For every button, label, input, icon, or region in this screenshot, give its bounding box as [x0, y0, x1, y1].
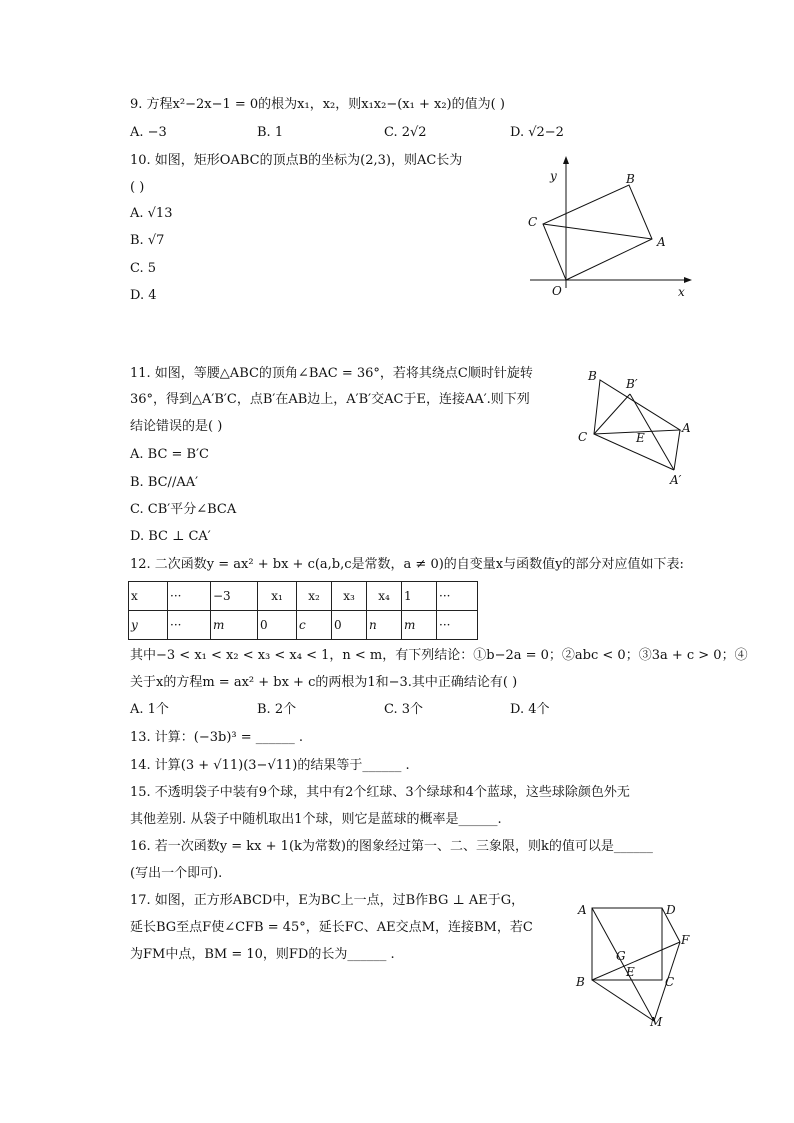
- table-cell: y: [129, 611, 168, 640]
- q9-stem: 9. 方程x²−2x−1 = 0的根为x₁，x₂，则x₁x₂−(x₁ + x₂)的值为( ): [130, 97, 505, 112]
- q10-option-b: B. √7: [130, 233, 165, 248]
- q9-option-c: C. 2√2: [384, 125, 427, 140]
- q11-label-aprime: A′: [670, 473, 682, 487]
- q15-line1: 15. 不透明袋子中装有9个球，其中有2个红球、3个绿球和4个蓝球，这些球除颜色外无: [130, 785, 630, 800]
- table-cell: x₂: [297, 582, 332, 611]
- q11-line1: 11. 如图，等腰△ABC的顶角∠BAC = 36°，若将其绕点C顺时针旋转: [130, 366, 533, 381]
- table-cell: ···: [168, 611, 211, 640]
- q11-line2: 36°，得到△A′B′C，点B′在AB边上，A′B′交AC于E，连接AA′.则下列: [130, 392, 530, 407]
- q11-figure-triangle: [570, 366, 700, 491]
- q11-option-c: C. CB′平分∠BCA: [130, 502, 237, 517]
- q17-label-e: E: [626, 965, 635, 979]
- table-cell: ···: [437, 582, 478, 611]
- q12-option-c: C. 3个: [384, 702, 424, 717]
- q10-label-c: C: [528, 215, 538, 229]
- q10-label-x: x: [678, 285, 685, 299]
- table-cell: 0: [332, 611, 367, 640]
- q9-option-a: A. −3: [130, 125, 167, 140]
- q11-label-c: C: [578, 430, 588, 444]
- q10-label-a: A: [657, 235, 666, 249]
- q11-line3: 结论错误的是( ): [130, 419, 223, 434]
- table-cell: x₃: [332, 582, 367, 611]
- q11-option-a: A. BC = B′C: [130, 447, 210, 462]
- table-cell: ···: [437, 611, 478, 640]
- q14-stem: 14. 计算(3 + √11)(3−√11)的结果等于______ .: [130, 758, 410, 773]
- q9-option-b: B. 1: [257, 125, 284, 140]
- q17-label-m: M: [650, 1015, 663, 1028]
- table-cell: x₁: [258, 582, 297, 611]
- table-cell: 1: [402, 582, 437, 611]
- q17-line3: 为FM中点，BM = 10，则FD的长为______ .: [130, 947, 395, 962]
- q15-line2: 其他差别. 从袋子中随机取出1个球，则它是蓝球的概率是______.: [130, 812, 502, 827]
- q17-line2: 延长BG至点F使∠CFB = 45°，延长FC、AE交点M，连接BM，若C: [130, 920, 533, 935]
- table-cell: n: [367, 611, 402, 640]
- q16-line1: 16. 若一次函数y = kx + 1(k为常数)的图象经过第一、二、三象限，则k的值可以是______: [130, 839, 653, 854]
- q10-label-b: B: [626, 172, 635, 186]
- q11-option-b: B. BC//AA′: [130, 475, 199, 490]
- q17-label-a: A: [578, 903, 587, 917]
- q17-label-d: D: [666, 903, 676, 917]
- table-cell: x₄: [367, 582, 402, 611]
- q12-line2: 其中−3 < x₁ < x₂ < x₃ < x₄ < 1，n < m，有下列结论：①b−2a = 0；②abc < 0；③3a + c > 0；④: [130, 648, 748, 663]
- table-cell: m: [211, 611, 258, 640]
- q11-option-d: D. BC ⊥ CA′: [130, 529, 211, 544]
- q10-stem-line1: 10. 如图，矩形OABC的顶点B的坐标为(2,3)，则AC长为: [130, 153, 463, 168]
- q9-option-d: D. √2−2: [510, 125, 564, 140]
- q12-stem: 12. 二次函数y = ax² + bx + c(a,b,c是常数，a ≠ 0)的自变量x与函数值y的部分对应值如下表:: [130, 557, 684, 572]
- q12-option-d: D. 4个: [510, 702, 550, 717]
- q16-line2: (写出一个即可).: [130, 866, 223, 881]
- q10-label-o: O: [552, 284, 562, 298]
- q13-stem: 13. 计算：(−3b)³ = ______ .: [130, 730, 304, 745]
- q11-label-e: E: [636, 431, 645, 445]
- table-cell: m: [402, 611, 437, 640]
- table-cell: c: [297, 611, 332, 640]
- q12-value-table: [128, 581, 478, 640]
- table-row: [129, 611, 478, 640]
- q11-label-b: B: [588, 369, 597, 383]
- table-row: [129, 582, 478, 611]
- q10-label-y: y: [550, 169, 557, 183]
- q17-line1: 17. 如图，正方形ABCD中，E为BC上一点，过B作BG ⊥ AE于G，: [130, 893, 525, 908]
- q10-option-a: A. √13: [130, 206, 173, 221]
- table-cell: −3: [211, 582, 258, 611]
- q11-label-a: A: [682, 421, 691, 435]
- q10-option-c: C. 5: [130, 261, 157, 276]
- q10-figure-rectangle: [522, 152, 702, 302]
- table-cell: 0: [258, 611, 297, 640]
- q17-label-c: C: [665, 975, 675, 989]
- q17-label-f: F: [681, 933, 690, 947]
- table-cell: ···: [168, 582, 211, 611]
- q17-label-g: G: [616, 949, 626, 963]
- table-cell: x: [129, 582, 168, 611]
- q12-option-a: A. 1个: [130, 702, 169, 717]
- q17-figure-square: [568, 898, 708, 1028]
- q12-option-b: B. 2个: [257, 702, 297, 717]
- q10-stem-line2: ( ): [130, 180, 145, 195]
- q12-line3: 关于x的方程m = ax² + bx + c的两根为1和−3.其中正确结论有( ): [130, 675, 518, 690]
- q17-label-b: B: [576, 975, 585, 989]
- q11-label-bprime: B′: [626, 377, 638, 391]
- q10-option-d: D. 4: [130, 288, 157, 303]
